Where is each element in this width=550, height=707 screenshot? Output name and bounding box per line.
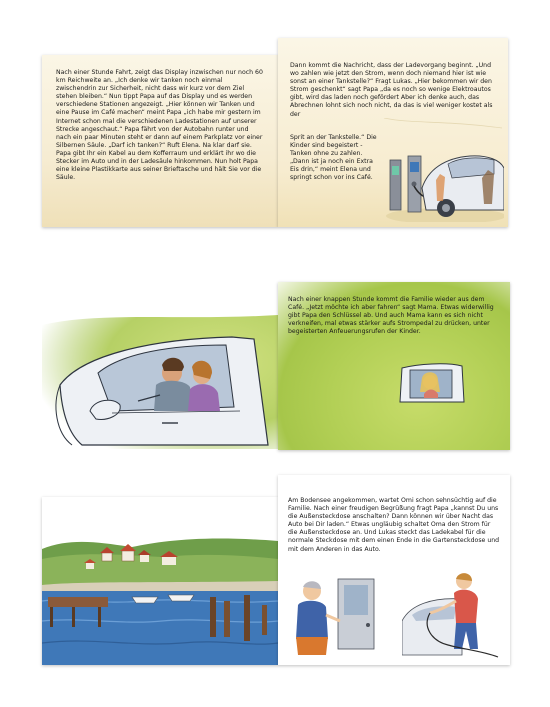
spread-1-right-page	[278, 38, 508, 227]
lake-harbor-illustration	[42, 497, 278, 665]
car-window-girl-illustration	[398, 362, 468, 406]
car-with-parents-illustration	[42, 315, 278, 449]
spread-1-left-page	[42, 55, 278, 227]
spread-1-left-text: Nach einer Stunde Fahrt, zeigt das Display inzwischen nur noch 60 km Reichweite an. „Ich denke wir tanken noch einmal zwischendrin zur Sicherheit, nicht dass wir kurz vor dem Ziel stehen bleiben.“ Nun tippt Papa auf das Display und es werden verschiedene Stationen angezeigt. „Hier können wir Tanken und eine Pause im Café machen“ meint Papa „ich habe mir gestern im Internet schon mal die verschiedenen Ladestationen auf unserer Strecke angeschaut.“ Papa fährt von der Autobahn runter und nach ein paar Minuten steht er dann auf einem Parkplatz vor einer Silbernen Säule. „Darf ich tanken?“ Ruft Elena. Na klar darf sie. Papa gibt Ihr ein Kabel au dem Kofferraum und erklärt ihr wo die Stecker im Auto und in der Ladesäule hinkommen. Nun holt Papa eine kleine Plastikkarte aus seiner Brieftasche und hält Sie vor die Säule.	[56, 69, 263, 182]
charging-station-illustration	[382, 118, 504, 222]
spread-3-right-text: Am Bodensee angekommen, wartet Omi schon sehnsüchtig auf die Familie. Nach einer freudigen Begrüßung fragt Papa „kannst Du uns die Außensteckdose anschalten? Dann können wir über Nacht das Auto bei Dir laden.“ Etwas ungläubig schaltet Oma den Strom für die Außensteckdose an. Und Lukas steckt das Ladekabel für die normale Steckdose mit dem einen Ende in die Gartensteckdose und mit dem Anderen in das Auto.	[288, 497, 500, 553]
spread-2-right-text: Nach einer knappen Stunde kommt die Familie wieder aus dem Café. „Jetzt möchte ich aber fahren“ sagt Mama. Etwas widerwillig gibt Papa den Schlüssel ab. Und auch Mama kann es sich nicht verkneifen, mal etwas stärker aufs Strompedal zu drücken, unter begeisterten Anfeuerungsrufen der Kinder.	[288, 296, 494, 336]
spread-2-left-page	[42, 315, 278, 449]
spread-2-right-page	[278, 282, 510, 450]
lukas-plugging-car-illustration	[402, 571, 502, 659]
spread-1-right-text-wrap: Sprit an der Tankstelle.“ Die Kinder sind begeistert - Tanken ohne zu zahlen. „Dann ist ja noch ein Extra Eis drin,“ meint Elena und springt schon vor ins Café.	[290, 134, 377, 182]
omi-at-door-illustration	[288, 575, 378, 661]
spread-1-right-text-top: Dann kommt die Nachricht, dass der Ladevorgang beginnt. „Und wo zahlen wie jetzt den Strom, wenn doch niemand hier ist wie sonst an einer Tankstelle?“ Fragt Lukas. „Hier bekommen wir den Strom geschenkt“ sagt Papa „da es noch so wenige Elektroautos gibt, wird das laden noch gefördert Aber ich denke auch, das Abrechnen lohnt sich noch nicht, da das is viel weniger kostet als der	[290, 62, 493, 118]
spread-3-left-page	[42, 497, 278, 665]
spread-3-right-page	[278, 475, 510, 665]
